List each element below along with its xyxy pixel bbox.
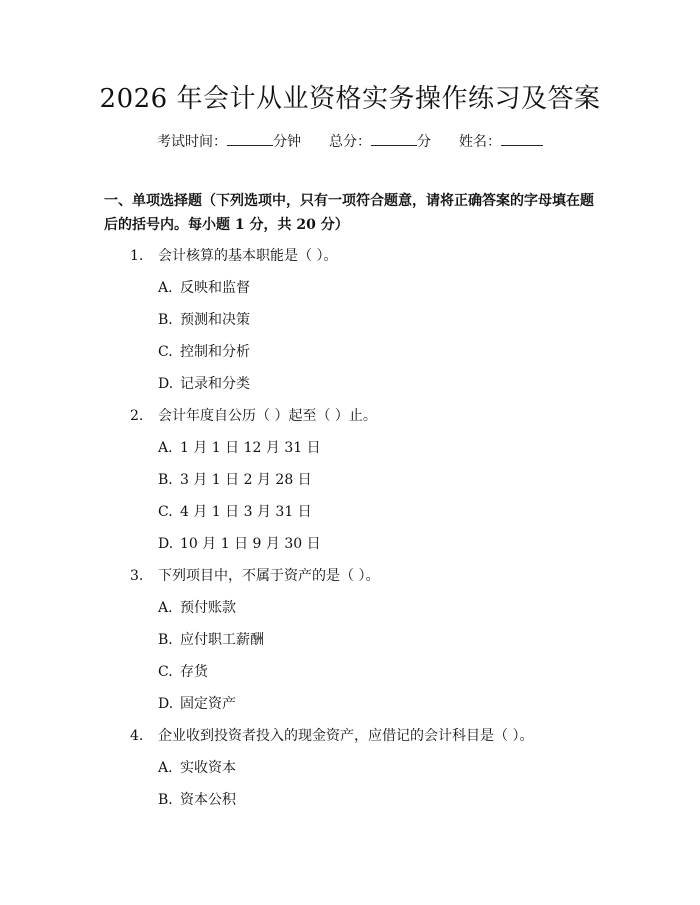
question-number: 4. (130, 728, 144, 744)
question-text: 企业收到投资者投入的现金资产，应借记的会计科目是（ ）。 (158, 728, 534, 744)
question-item (130, 560, 610, 592)
option-letter: A. (158, 600, 173, 616)
option-letter: D. (158, 376, 174, 392)
option-letter: B. (158, 632, 173, 648)
option-letter: C. (158, 664, 173, 680)
name-blank (501, 133, 543, 146)
exam-info-line (0, 131, 700, 151)
score-label: 总分： (329, 134, 371, 150)
question-text: 下列项目中，不属于资产的是（ ）。 (158, 568, 380, 584)
question-item (130, 240, 610, 272)
option-text: 存货 (180, 664, 208, 680)
document-title: 2026 年会计从业资格实务操作练习及答案 (99, 84, 601, 114)
answer-option (130, 784, 610, 816)
option-text: 固定资产 (180, 696, 236, 712)
question-item (130, 720, 610, 752)
answer-option (130, 496, 610, 528)
answer-option (130, 688, 610, 720)
option-text: 4 月 1 日 3 月 31 日 (180, 504, 312, 520)
answer-option (130, 592, 610, 624)
option-letter: A. (158, 440, 173, 456)
option-text: 控制和分析 (180, 344, 250, 360)
option-text: 实收资本 (180, 760, 236, 776)
name-label: 姓名： (459, 134, 501, 150)
option-text: 1 月 1 日 12 月 31 日 (180, 440, 321, 456)
question-item (130, 400, 610, 432)
question-text: 会计年度自公历（ ）起至（ ）止。 (158, 408, 377, 424)
option-text: 10 月 1 日 9 月 30 日 (180, 536, 321, 552)
option-letter: B. (158, 472, 173, 488)
answer-option (130, 432, 610, 464)
option-letter: A. (158, 280, 173, 296)
section-heading: 一、单项选择题（下列选项中，只有一项符合题意，请将正确答案的字母填在题后的括号内。每小题 1 分，共 20 分） (104, 193, 594, 233)
answer-option (130, 272, 610, 304)
option-letter: C. (158, 504, 173, 520)
time-label: 考试时间： (157, 134, 227, 150)
question-number: 2. (130, 408, 144, 424)
option-text: 3 月 1 日 2 月 28 日 (180, 472, 312, 488)
question-list (130, 240, 610, 816)
score-blank (371, 133, 417, 146)
time-unit: 分钟 (273, 134, 301, 150)
answer-option (130, 624, 610, 656)
time-blank (227, 133, 273, 146)
answer-option (130, 752, 610, 784)
answer-option (130, 656, 610, 688)
option-letter: D. (158, 536, 174, 552)
question-number: 1. (130, 248, 144, 264)
option-letter: B. (158, 312, 173, 328)
option-letter: D. (158, 696, 174, 712)
answer-option (130, 464, 610, 496)
option-text: 预付账款 (180, 600, 236, 616)
question-text: 会计核算的基本职能是（ ）。 (158, 248, 338, 264)
answer-option (130, 336, 610, 368)
option-text: 反映和监督 (180, 280, 250, 296)
score-unit: 分 (417, 134, 431, 150)
question-number: 3. (130, 568, 144, 584)
option-text: 应付职工薪酬 (180, 632, 264, 648)
option-letter: A. (158, 760, 173, 776)
option-text: 预测和决策 (180, 312, 250, 328)
option-text: 资本公积 (180, 792, 236, 808)
answer-option (130, 304, 610, 336)
answer-option (130, 368, 610, 400)
answer-option (130, 528, 610, 560)
option-text: 记录和分类 (180, 376, 250, 392)
option-letter: C. (158, 344, 173, 360)
option-letter: B. (158, 792, 173, 808)
